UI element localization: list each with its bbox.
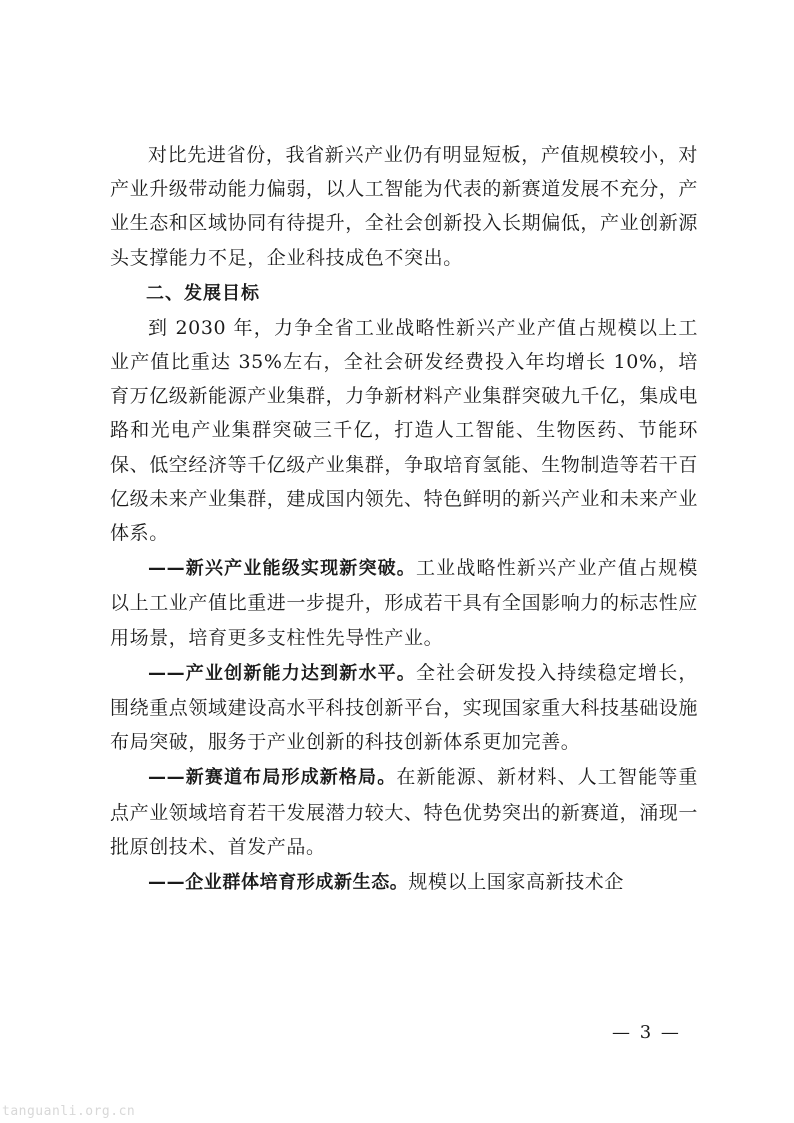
paragraph-shortcomings: 对比先进省份，我省新兴产业仍有明显短板，产值规模较小，对产业升级带动能力偏弱，以人工智能为代表的新赛道发展不充分，产业生态和区域协同有待提升，全社会创新投入长期偏低，产业创新源头支撑能力不足，企业科技成色不突出。 [110, 144, 699, 269]
paragraph-goal-industry-level [110, 551, 698, 655]
goal-lead: ——产业创新能力达到新水平。 [148, 662, 416, 684]
paragraph-goals: 到 2030 年，力争全省工业战略性新兴产业产值占规模以上工业产值比重达 35%左右，全社会研发经费投入年均增长 10%，培育万亿级新能源产业集群，力争新材料产业集群突破九千亿，集成电路和光电产业集群突破三千亿，打造人工智能、生物医药、节能环保、低空经济等千亿级产业集群，争取培育氢能、生物制造等若干百亿级未来产业集群，建成国内领先、特色鲜明的新兴产业和未来产业体系。 [110, 316, 699, 545]
goal-lead: ——企业群体培育形成新生态。 [148, 872, 409, 894]
section-heading: 二、发展目标 [146, 282, 260, 304]
goal-lead: ——新赛道布局形成新格局。 [148, 767, 397, 789]
page-number: — 3 — [612, 1022, 681, 1043]
paragraph-goal-new-tracks [110, 760, 698, 864]
paragraph-goal-enterprises [110, 865, 698, 900]
goal-body: 工业战略性新兴产业产值占规模以上工业产值比重进一步提升，形成若干具有全国影响力的标志性应用场景，培育更多支柱性先导性产业。 [110, 557, 699, 649]
goal-body: 规模以上国家高新技术企 [408, 871, 625, 894]
goal-body: 在新能源、新材料、人工智能等重点产业领域培育若干发展潜力较大、特色优势突出的新赛道，涌现一批原创技术、首发产品。 [110, 766, 699, 858]
paragraph-goal-innovation [110, 656, 698, 760]
watermark: tanguanli.org.cn [2, 1104, 136, 1119]
goal-body: 全社会研发投入持续稳定增长，围绕重点领域建设高水平科技创新平台，实现国家重大科技基础设施布局突破，服务于产业创新的科技创新体系更加完善。 [110, 661, 699, 754]
document-body [110, 138, 698, 901]
goal-lead: ——新兴产业能级实现新突破。 [148, 558, 416, 580]
